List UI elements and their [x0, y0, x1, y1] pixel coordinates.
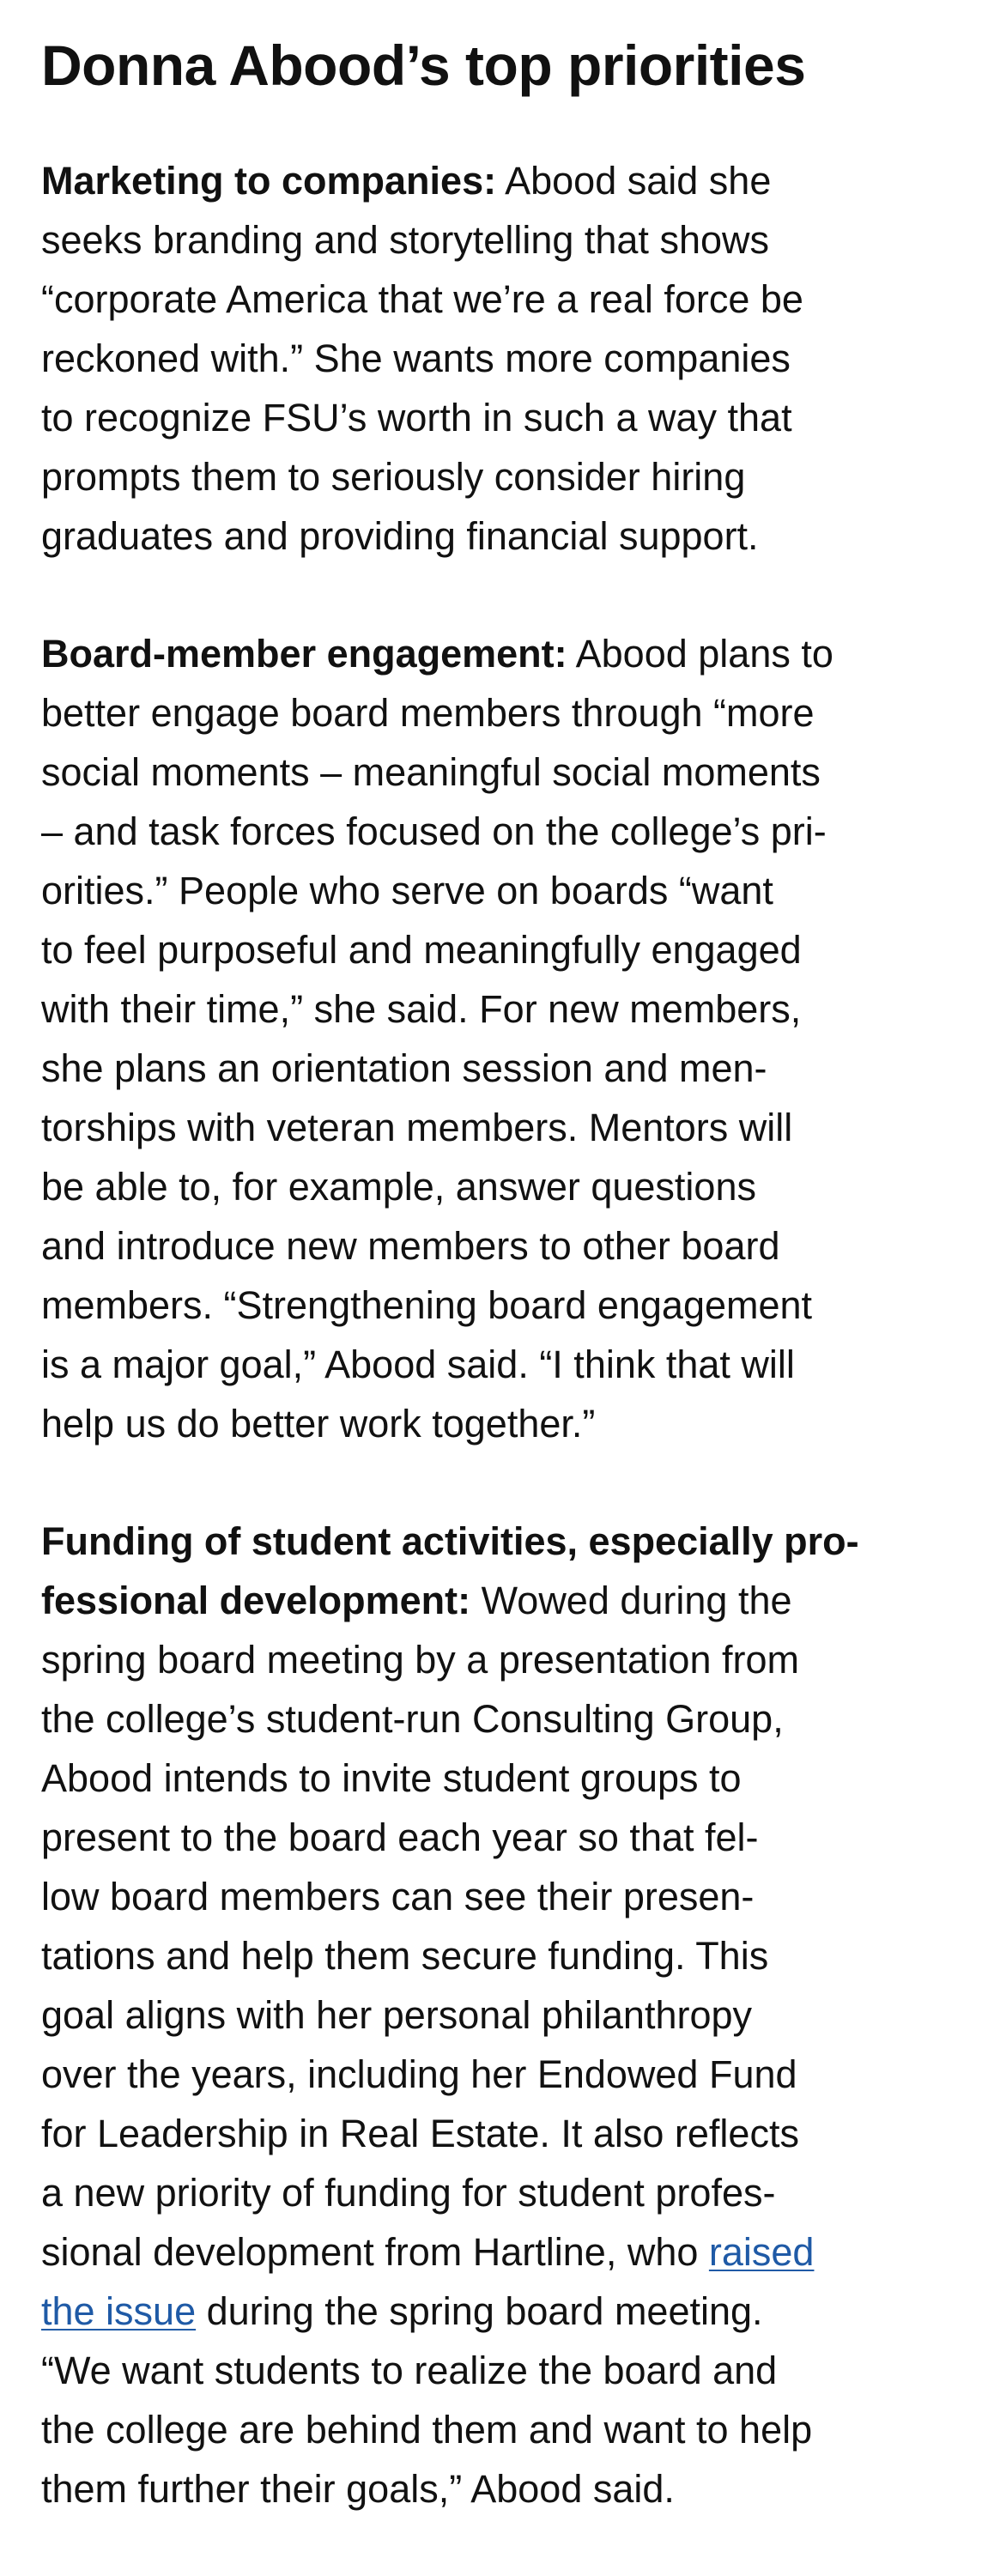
priority-board-engagement [41, 624, 960, 1453]
body-text: Abood said she [496, 159, 772, 203]
body-text: Abood plans to [567, 632, 833, 676]
article-title: Donna Abood’s top priorities [41, 33, 806, 97]
text-line [41, 151, 960, 210]
text-line: be able to, for example, answer questions [41, 1165, 756, 1209]
text-line [41, 624, 960, 683]
priority-marketing [41, 151, 960, 566]
text-line: goal aligns with her personal philanthropy [41, 1993, 753, 2037]
body-text: Wowed during the [470, 1579, 792, 1622]
text-line: them further their goals,” Abood said. [41, 2467, 675, 2511]
text-line [41, 2282, 960, 2341]
text-line: “We want students to realize the board and [41, 2349, 778, 2392]
text-line: and introduce new members to other board [41, 1224, 780, 1268]
priority-student-funding [41, 1512, 960, 2518]
text-line: Abood intends to invite student groups to [41, 1756, 742, 1800]
text-line: to feel purposeful and meaningfully engaged [41, 928, 802, 972]
text-line: tations and help them secure funding. This [41, 1934, 769, 1978]
raised-the-issue-link[interactable]: raised [708, 2230, 815, 2274]
text-line: the college are behind them and want to help [41, 2408, 813, 2452]
priority-heading: Marketing to companies: [41, 159, 497, 203]
text-line: graduates and providing financial support. [41, 514, 759, 558]
text-line: – and task forces focused on the college’s pri- [41, 809, 827, 853]
priority-heading-continued: fessional development: [41, 1579, 471, 1622]
body-text: during the spring board meeting. [196, 2289, 763, 2333]
text-line: a new priority of funding for student profes- [41, 2171, 776, 2215]
text-line: with their time,” she said. For new members, [41, 987, 802, 1031]
text-line [41, 2222, 960, 2282]
priority-heading: Board-member engagement: [41, 632, 567, 676]
text-line: “corporate America that we’re a real force be [41, 277, 803, 321]
text-line: for Leadership in Real Estate. It also reflects [41, 2112, 799, 2155]
body-text: sional development from Hartline, who [41, 2230, 709, 2274]
priority-heading: Funding of student activities, especially pro- [41, 1519, 859, 1563]
text-line: orities.” People who serve on boards “want [41, 869, 773, 912]
text-line: better engage board members through “more [41, 691, 815, 735]
text-line: she plans an orientation session and men- [41, 1046, 767, 1090]
text-line: members. “Strengthening board engagement [41, 1283, 813, 1327]
text-line: the college’s student-run Consulting Group, [41, 1697, 784, 1741]
text-line: spring board meeting by a presentation from [41, 1638, 799, 1682]
text-line: torships with veteran members. Mentors will [41, 1106, 793, 1149]
text-line: over the years, including her Endowed Fund [41, 2052, 797, 2096]
text-line: reckoned with.” She wants more companies [41, 336, 791, 380]
text-line: prompts them to seriously consider hiring [41, 455, 746, 499]
raised-the-issue-link[interactable]: the issue [41, 2289, 197, 2333]
text-line: low board members can see their presen- [41, 1875, 755, 1918]
article [41, 24, 960, 2518]
text-line: is a major goal,” Abood said. “I think that will [41, 1343, 795, 1386]
text-line: to recognize FSU’s worth in such a way that [41, 396, 792, 439]
text-line: help us do better work together.” [41, 1402, 596, 1446]
text-line [41, 1571, 960, 1630]
text-line: social moments – meaningful social moments [41, 750, 821, 794]
text-line: seeks branding and storytelling that shows [41, 218, 769, 262]
text-line: present to the board each year so that fel- [41, 1815, 759, 1859]
